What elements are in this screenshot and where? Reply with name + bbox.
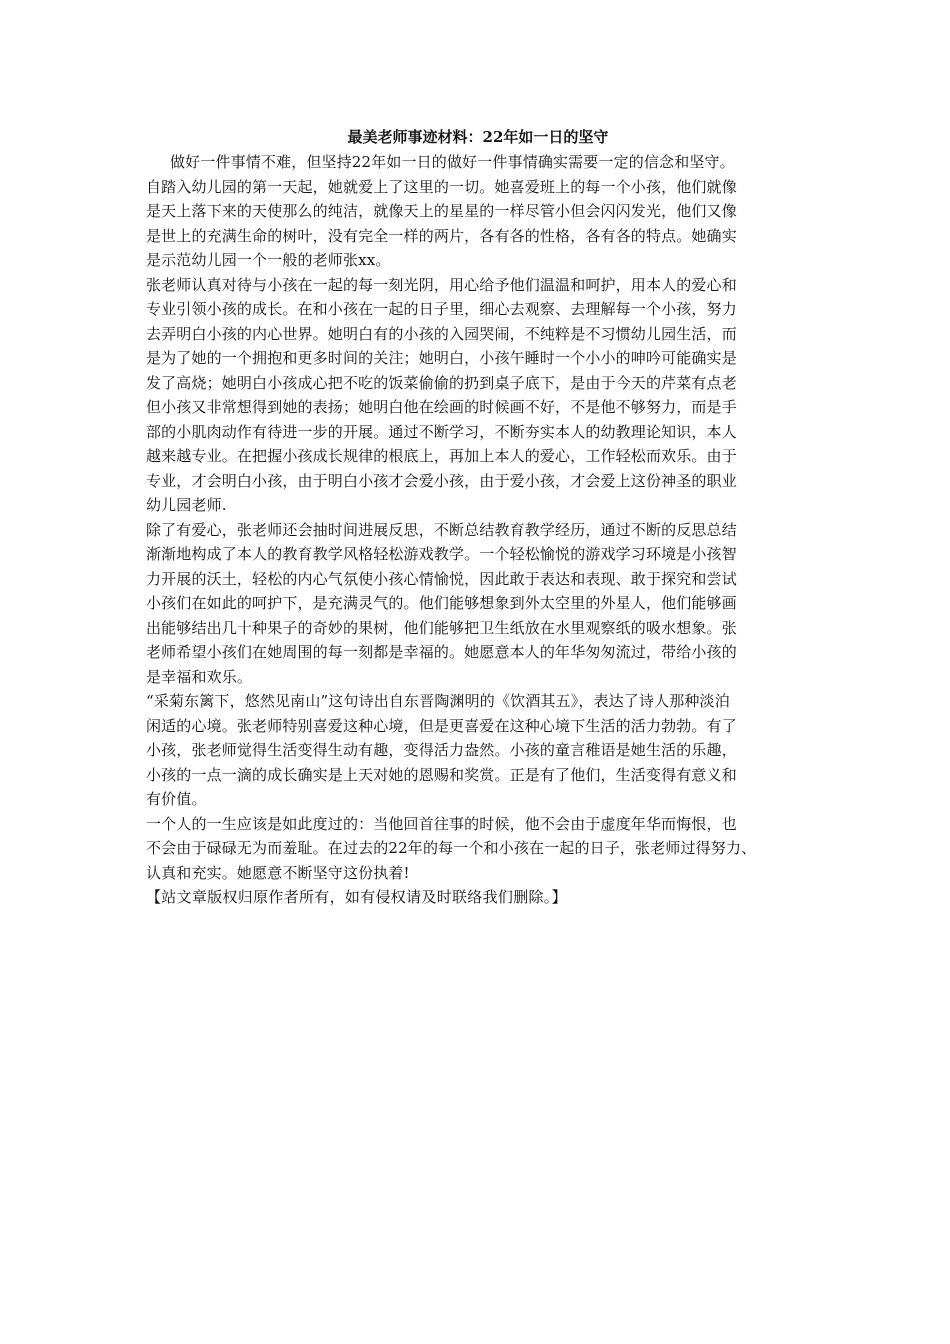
document-title: 最美老师事迹材料：22年如一日的坚守 [347, 128, 609, 146]
body-line: 是天上落下来的天使那么的纯洁，就像天上的星星的一样尽管小但会闪闪发光，他们又像 [146, 202, 737, 220]
document-page [146, 126, 810, 910]
body-line: 小孩，张老师觉得生活变得生动有趣，变得活力盎然。小孩的童言稚语是她生活的乐趣， [146, 741, 737, 759]
body-line: 是世上的充满生命的树叶，没有完全一样的两片，各有各的性格，各有各的特点。她确实 [146, 226, 737, 245]
body-line: 是示范幼儿园一个一般的老师张xx。 [146, 251, 391, 269]
body-line: 一个人的一生应该是如此度过的：当他回首往事的时候，他不会由于虚度年华而悔恨，也 [146, 814, 737, 833]
body-line: 闲适的心境。张老师特别喜爱这种心境，但是更喜爱在这种心境下生活的活力勃勃。有了 [146, 716, 737, 735]
body-line: 出能够结出几十种果子的奇妙的果树，他们能够把卫生纸放在水里观察纸的吸水想象。张 [146, 618, 737, 637]
body-line: 是幸福和欢乐。 [146, 667, 253, 686]
body-line: 专业，才会明白小孩，由于明白小孩才会爱小孩，由于爱小孩，才会爱上这份神圣的职业 [146, 471, 737, 490]
body-line: 渐渐地构成了本人的教育教学风格轻松游戏教学。一个轻松愉悦的游戏学习环境是小孩智 [146, 545, 737, 563]
body-line: 去弄明白小孩的内心世界。她明白有的小孩的入园哭闹，不纯粹是不习惯幼儿园生活，而 [146, 324, 737, 343]
body-line: 但小孩又非常想得到她的表扬；她明白他在绘画的时候画不好，不是他不够努力，而是手 [146, 398, 737, 416]
body-line: 认真和充实。她愿意不断坚守这份执着! [146, 863, 410, 882]
body-line: 专业引领小孩的成长。在和小孩在一起的日子里，细心去观察、去理解每一个小孩，努力 [146, 300, 737, 318]
body-line: 发了高烧；她明白小孩成心把不吃的饭菜偷偷的扔到桌子底下，是由于今天的芹菜有点老 [146, 373, 737, 392]
body-line: 做好一件事情不难，但坚持22年如一日的做好一件事情确实需要一定的信念和坚守。 [170, 153, 735, 171]
body-line: 力开展的沃土，轻松的内心气氛使小孩心情愉悦，因此敢于表达和表现、敢于探究和尝试 [146, 569, 737, 588]
copyright-notice: 【站文章版权归原作者所有，如有侵权请及时联络我们删除。】 [146, 888, 567, 906]
body-line: “采菊东篱下，悠然见南山”这句诗出自东晋陶渊明的《饮酒其五》，表达了诗人那种淡泊 [146, 692, 730, 710]
body-line: 部的小肌肉动作有待进一步的开展。通过不断学习，不断夯实本人的幼教理论知识，本人 [146, 422, 737, 441]
body-line: 老师希望小孩们在她周围的每一刻都是幸福的。她愿意本人的年华匆匆流过，带给小孩的 [146, 643, 737, 661]
body-line: 幼儿园老师. [146, 496, 227, 514]
body-line: 小孩们在如此的呵护下，是充满灵气的。他们能够想象到外太空里的外星人，他们能够画 [146, 594, 737, 612]
body-line: 越来越专业。在把握小孩成长规律的根底上，再加上本人的爱心，工作轻松而欢乐。由于 [146, 447, 737, 465]
body-line: 张老师认真对待与小孩在一起的每一刻光阴，用心给予他们温温和呵护，用本人的爱心和 [146, 275, 737, 294]
body-line: 小孩的一点一滴的成长确实是上天对她的恩赐和奖赏。正是有了他们，生活变得有意义和 [146, 765, 737, 784]
body-line: 是为了她的一个拥抱和更多时间的关注；她明白，小孩午睡时一个小小的呻吟可能确实是 [146, 349, 737, 367]
body-line: 除了有爱心，张老师还会抽时间进展反思，不断总结教育教学经历，通过不断的反思总结 [146, 520, 737, 539]
body-line: 不会由于碌碌无为而羞耻。在过去的22年的每一个和小孩在一起的日子，张老师过得努力、 [146, 839, 757, 857]
body-line: 自踏入幼儿园的第一天起，她就爱上了这里的一切。她喜爱班上的每一个小孩，他们就像 [146, 177, 737, 196]
document-body [146, 150, 810, 910]
body-line: 有价值。 [146, 790, 207, 808]
